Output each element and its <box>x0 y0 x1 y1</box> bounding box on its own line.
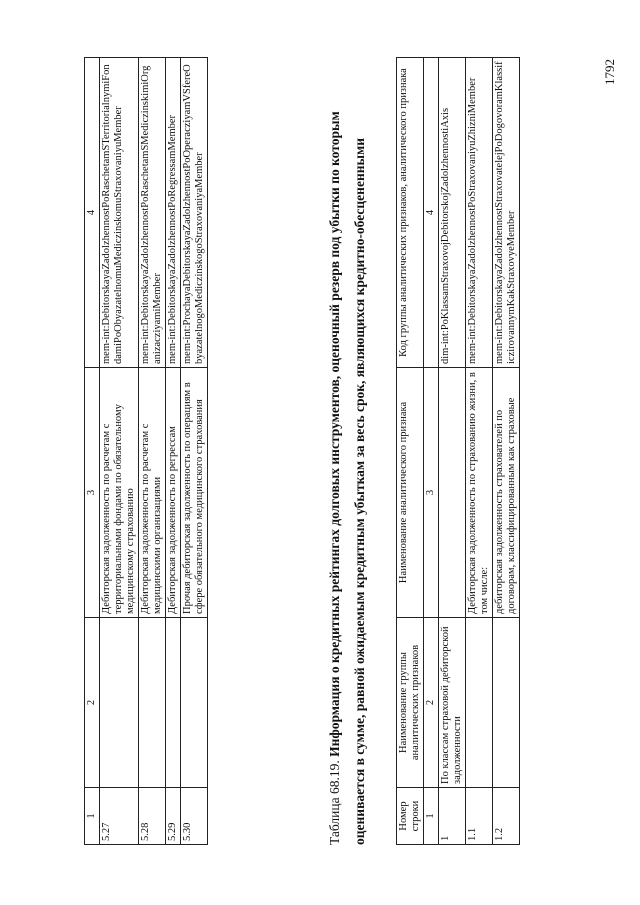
caption-text: Информация о кредитных рейтингах долговых инструментов, оценочный резерв под убытки по которым оценивается в сумме, равной ожидаемым кредитным убыткам за весь срок, являющихся кредитно-обесцененными <box>327 111 367 845</box>
column-number-row <box>424 58 439 845</box>
attribute-name: Дебиторская задолженность по регрессам <box>166 368 181 618</box>
table-row <box>493 58 520 845</box>
row-number: 5.30 <box>181 788 208 845</box>
row-number: 1.1 <box>466 788 493 845</box>
group-name <box>139 618 166 788</box>
col-number-4: 4 <box>85 58 100 368</box>
row-number: 1.2 <box>493 788 520 845</box>
attribute-code: mem-int:DebitorskayaZadolzhennostPoStraxovaniyuZhizniMember <box>466 58 493 368</box>
group-name <box>466 618 493 788</box>
col-number-1: 1 <box>424 788 439 845</box>
table-row <box>166 58 181 845</box>
table-row <box>139 58 166 845</box>
header-attribute-code: Код группы аналитических признаков, аналитического признака <box>397 58 424 368</box>
attribute-code: mem-int:DebitorskayaZadolzhennostPoRegressamMember <box>166 58 181 368</box>
attribute-code: mem-int:DebitorskayaZadolzhennostPoRaschetamSTerritorialnymiFondamiPoObyazatelnomuMediczinskomuStraxovaniyuMember <box>100 58 139 368</box>
table-caption <box>322 55 372 845</box>
group-name <box>493 618 520 788</box>
col-number-2: 2 <box>424 618 439 788</box>
attribute-name: Дебиторская задолженность по расчетам с территориальными фондами по обязательному медицинскому страхованию <box>100 368 139 618</box>
col-number-3: 3 <box>424 368 439 618</box>
header-group-name: Наименование группы аналитических признаков <box>397 618 424 788</box>
col-number-3: 3 <box>85 368 100 618</box>
attribute-code: mem-int:DebitorskayaZadolzhennostStraxovatelejPoDogovoramKlassificzirovannymKakStraxovyeMember <box>493 58 520 368</box>
table-header-row <box>397 58 424 845</box>
attribute-code: dim-int:PoKlassamStraxovojDebitorskojZadolzhennostiAxis <box>439 58 466 368</box>
row-number: 1 <box>439 788 466 845</box>
group-name <box>181 618 208 788</box>
attribute-name: Дебиторская задолженность по страхованию жизни, в том числе: <box>466 368 493 618</box>
header-attribute-name: Наименование аналитического признака <box>397 368 424 618</box>
group-name: По классам страховой дебиторской задолженности <box>439 618 466 788</box>
row-number: 5.29 <box>166 788 181 845</box>
row-number: 5.28 <box>139 788 166 845</box>
attribute-name <box>439 368 466 618</box>
header-row-number: Номер строки <box>397 788 424 845</box>
page-number: 1792 <box>602 59 617 85</box>
table-row <box>100 58 139 845</box>
table-header-row <box>85 58 100 845</box>
table-row <box>439 58 466 845</box>
table-row <box>181 58 208 845</box>
table-row <box>466 58 493 845</box>
caption-label: Таблица 68.19. <box>327 760 342 845</box>
attribute-name: Дебиторская задолженность по расчетам с медицинскими организациями <box>139 368 166 618</box>
continued-table <box>84 57 208 845</box>
attribute-name: Прочая дебиторская задолженность по операциям в сфере обязательного медицинского страхования <box>181 368 208 618</box>
table-68-19 <box>396 57 520 845</box>
attribute-name: дебиторская задолженность страхователей по договорам, классифицированным как страховые <box>493 368 520 618</box>
col-number-1: 1 <box>85 788 100 845</box>
attribute-code: mem-int:DebitorskayaZadolzhennostPoRaschetamSMediczinskimiOrganizacziyamiMember <box>139 58 166 368</box>
attribute-code: mem-int:ProchayaDebitorskayaZadolzhennostPoOperacziyamVSfereObyazatelnogoMediczinskogoStraxovaniyaMember <box>181 58 208 368</box>
row-number: 5.27 <box>100 788 139 845</box>
group-name <box>100 618 139 788</box>
group-name <box>166 618 181 788</box>
col-number-2: 2 <box>85 618 100 788</box>
col-number-4: 4 <box>424 58 439 368</box>
